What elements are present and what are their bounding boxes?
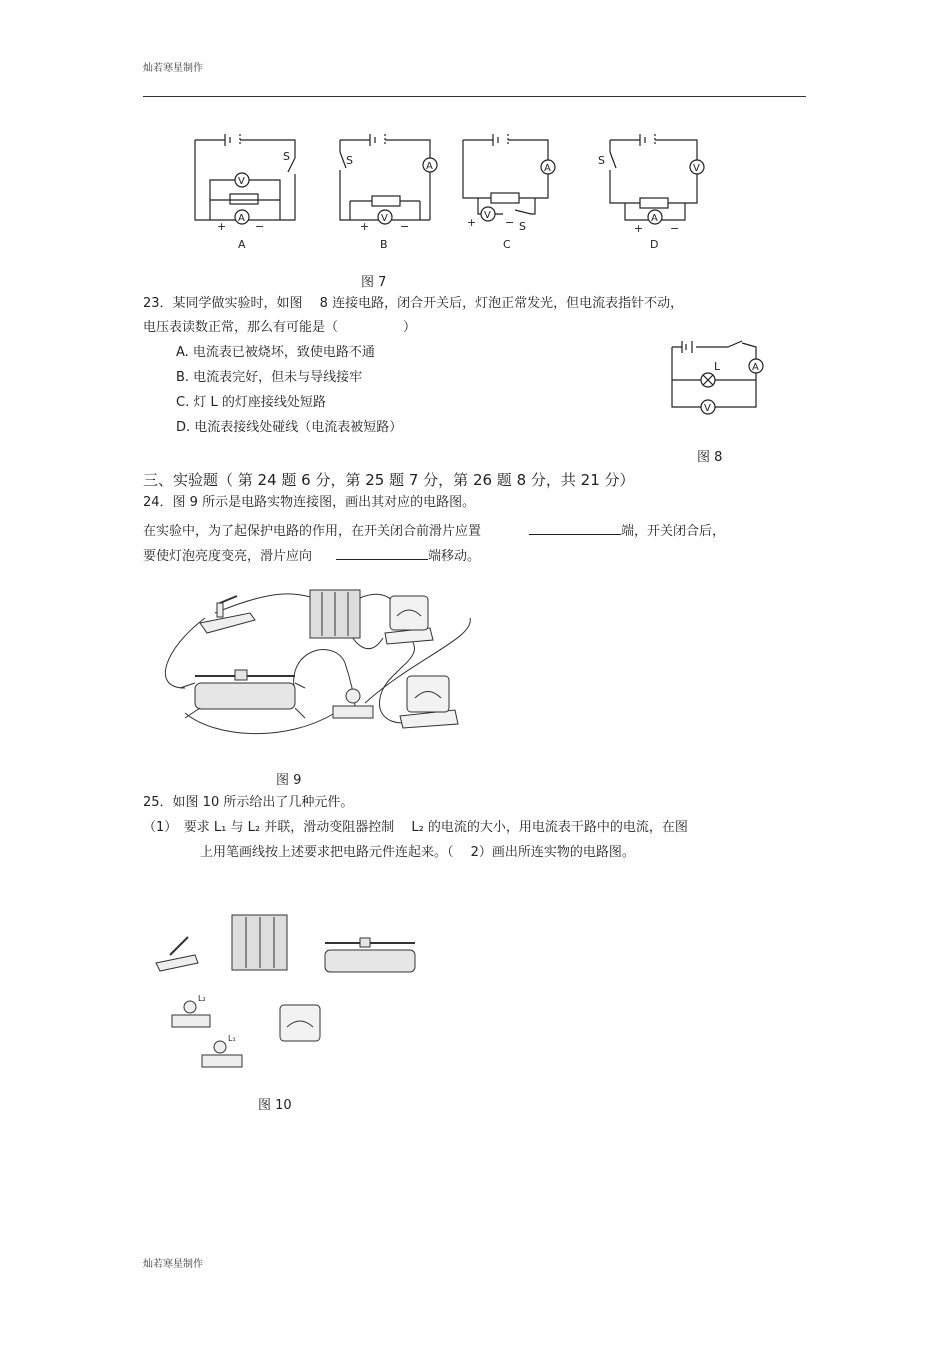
meter-device-2 <box>400 676 458 728</box>
svg-text:A: A <box>238 238 246 251</box>
q24-line2-post: 端，开关闭合后， <box>621 524 726 539</box>
q23-line1: 23．某同学做实验时，如图 8 连接电路，闭合开关后，灯泡正常发光，但电流表指针不动， <box>143 296 684 311</box>
figure-9-caption: 图 9 <box>276 773 302 788</box>
battery-device <box>310 590 360 638</box>
circuit-a <box>195 134 295 251</box>
header-rule <box>143 96 806 97</box>
q24-line3-post: 端移动。 <box>428 549 481 564</box>
circuit-b <box>340 134 437 251</box>
svg-text:L₁: L₁ <box>228 1034 236 1043</box>
knife-switch-component <box>156 937 198 971</box>
q24-line2-pre: 在实验中，为了起保护电路的作用，在开关闭合前滑片应置 <box>143 524 482 539</box>
svg-text:+: + <box>360 220 370 233</box>
svg-text:V: V <box>704 403 711 414</box>
svg-text:L₂: L₂ <box>198 994 206 1003</box>
q23-option-d: D. 电流表接线处碰线（电流表被短路） <box>176 420 403 435</box>
page-footer: 灿若寒星制作 <box>143 1259 203 1270</box>
q23-option-b: B. 电流表完好，但未与导线接牢 <box>176 370 363 385</box>
figure-10-caption: 图 10 <box>258 1098 292 1113</box>
svg-text:L: L <box>714 360 721 373</box>
circuit-c <box>463 134 555 251</box>
svg-text:−: − <box>255 220 265 233</box>
rheostat-component <box>325 938 415 972</box>
q24-line1: 24．图 9 所示是电路实物连接图，画出其对应的电路图。 <box>143 495 476 510</box>
svg-text:+: + <box>467 216 477 229</box>
svg-text:−: − <box>400 220 410 233</box>
battery-component <box>232 915 287 970</box>
q24-blank-2[interactable] <box>336 545 428 560</box>
q25-line3: 上用笔画线按上述要求把电路元件连起来。（ 2）画出所连实物的电路图。 <box>200 845 635 860</box>
svg-text:D: D <box>650 238 659 251</box>
q23-option-a: A. 电流表已被烧坏，致使电路不通 <box>176 345 375 360</box>
lamp-l1-component <box>202 1034 242 1067</box>
figure-8-caption: 图 8 <box>697 450 723 465</box>
svg-text:A: A <box>752 362 759 373</box>
svg-text:V: V <box>693 163 700 174</box>
meter-device-1 <box>385 596 433 644</box>
svg-text:A: A <box>426 161 433 172</box>
q25-line1: 25．如图 10 所示给出了几种元件。 <box>143 795 354 810</box>
q24-blank-1[interactable] <box>529 520 621 535</box>
lamp-l2-component <box>172 994 210 1027</box>
svg-text:−: − <box>505 216 515 229</box>
page-header: 灿若寒星制作 <box>143 63 203 74</box>
svg-text:S: S <box>283 150 290 163</box>
q23-line2: 电压表读数正常，那么有可能是（ ） <box>143 320 417 335</box>
svg-text:S: S <box>346 154 353 167</box>
section-3-title: 三、实验题（ 第 24 题 6 分，第 25 题 7 分，第 26 题 8 分，共 21 分） <box>143 471 635 489</box>
svg-text:S: S <box>598 154 605 167</box>
figure-9-apparatus <box>155 578 490 753</box>
lamp-device <box>333 689 373 718</box>
svg-text:+: + <box>217 220 227 233</box>
q24-line3-pre: 要使灯泡亮度变亮，滑片应向 <box>143 549 313 564</box>
svg-text:V: V <box>381 213 388 224</box>
q24-line3 <box>143 545 480 566</box>
figure-10-components <box>150 905 435 1075</box>
rheostat-device <box>180 670 305 718</box>
svg-text:S: S <box>519 220 526 233</box>
svg-text:B: B <box>380 238 388 251</box>
svg-text:V: V <box>238 176 245 187</box>
ammeter-component <box>280 1005 320 1041</box>
svg-text:−: − <box>670 222 680 235</box>
q25-line2: （1） 要求 L₁ 与 L₂ 并联，滑动变阻器控制 L₂ 的电流的大小，用电流表干路中的电流，在图 <box>143 820 688 835</box>
svg-text:A: A <box>651 213 658 224</box>
figure-7-caption: 图 7 <box>361 275 387 290</box>
q23-option-c: C. 灯 L 的灯座接线处短路 <box>176 395 326 410</box>
circuit-d <box>598 134 704 251</box>
svg-text:V: V <box>484 210 491 221</box>
figure-8-circuit <box>668 335 778 417</box>
svg-text:C: C <box>503 238 511 251</box>
figure-7-circuits <box>185 128 725 258</box>
svg-text:A: A <box>238 213 245 224</box>
svg-text:A: A <box>544 163 551 174</box>
q24-line2 <box>143 520 725 541</box>
svg-text:+: + <box>634 222 644 235</box>
